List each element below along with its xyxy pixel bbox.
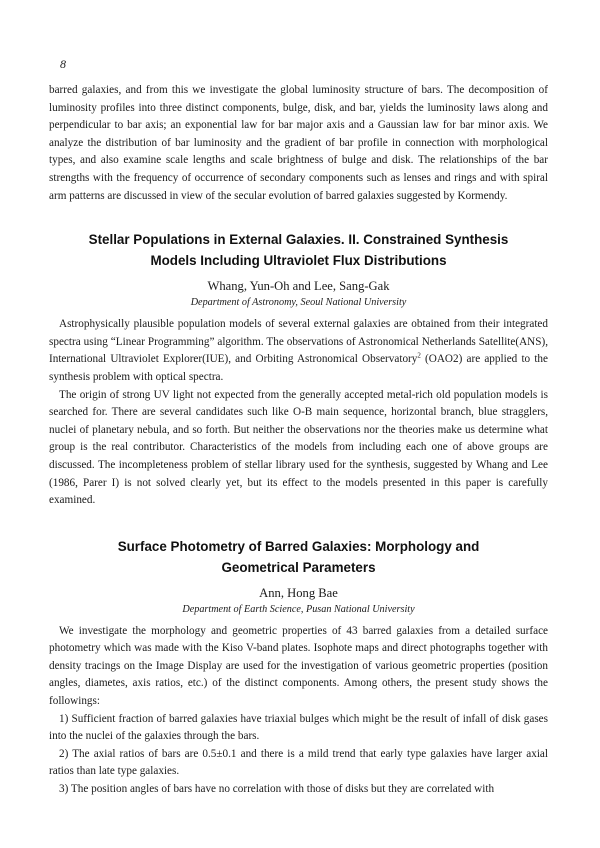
paper-affiliation: Department of Astronomy, Seoul National University [190,297,407,309]
abstract-paragraph: barred galaxies, and from this we investigate the global luminosity structure of bars. The decomposition of luminosity profiles into three distinct components, bulge, disk, and bar, yields the luminosity laws along and perpendicular to bar axis; an exponential law for bar major axis and a Gaussian law for bar minor axis. We analyze the distribution of bar luminosity and the gradient of bar profile in connection with morphological types, and also examine scale lengths and scale brightness of bulge and disk. The relationships of the bar strengths with the frequency of occurrence of secondary components such as lenses and rings and with spiral arm patterns are discussed in view of the secular evolution of barred galaxies suggested by Kormendy. [49,84,548,202]
paper-title-line-2: Geometrical Parameters [221,559,376,575]
section-stellar-populations [49,229,548,510]
finding-item: 1) Sufficient fraction of barred galaxies have triaxial bulges which might be the result of infall of disk gases into the nuclei of the galaxies through the bars. [49,712,548,743]
section-continued-abstract [49,82,548,205]
abstract-paragraph [49,316,548,386]
finding-item: 2) The axial ratios of bars are 0.5±0.1 and there is a mild trend that early type galaxies have larger axial ratios than late type galaxies. [49,747,548,778]
abstract-text: Astrophysically plausible population models of several external galaxies are obtained from their integrated spectra using “Linear Programming” algorithm. The observations of Astronomical Netherlands Satellite(ANS), International Ultraviolet Explorer(IUE), and Orbiting Astronomical Observatory [49,318,548,366]
paper-title [49,536,548,578]
paper-authors: Whang, Yun-Oh and Lee, Sang-Gak [207,279,390,294]
page-number: 8 [60,57,66,71]
abstract-text-tail: (OAO2) are applied to the synthesis problem with optical spectra. [49,353,548,383]
paper-title [49,229,548,271]
paper-authors: Ann, Hong Bae [259,585,338,600]
superscript: 2 [417,351,421,360]
section-surface-photometry [49,536,548,799]
paper-title-line-1: Surface Photometry of Barred Galaxies: Morphology and [117,538,480,554]
abstract-paragraph: The origin of strong UV light not expected from the generally accepted metal-rich old population models is searched for. There are several candidates such like O-B main sequence, horizontal branch, blue stragglers, nuclei of planetary nebula, and so forth. But neither the observations nor the theories make us determine what group is the real contributor. Characteristics of the models from including each one of above groups are discussed. The incompleteness problem of stellar library used for the synthesis, suggested by Whang and Lee (1986, Parer I) is not solved clearly yet, but its effect to the models presented in this paper is carefully examined. [49,388,548,507]
abstract-paragraph: We investigate the morphology and geometric properties of 43 barred galaxies from a detailed surface photometry which was made with the Kiso V-band plates. Isophote maps and direct photographs together with density tracings on the Image Display are used for the investigation of various geometric properties (position angles, diametes, axis ratios, etc.) of the distinct components. Among others, the present study shows the followings: [49,624,548,708]
finding-item: 3) The position angles of bars have no correlation with those of disks but they are correlated with [59,783,495,796]
paper-title-line-2: Models Including Ultraviolet Flux Distributions [150,253,447,269]
paper-title-line-1: Stellar Populations in External Galaxies. II. Constrained Synthesis [88,232,509,248]
paper-affiliation: Department of Earth Science, Pusan National University [182,603,415,615]
page-content [49,82,548,799]
